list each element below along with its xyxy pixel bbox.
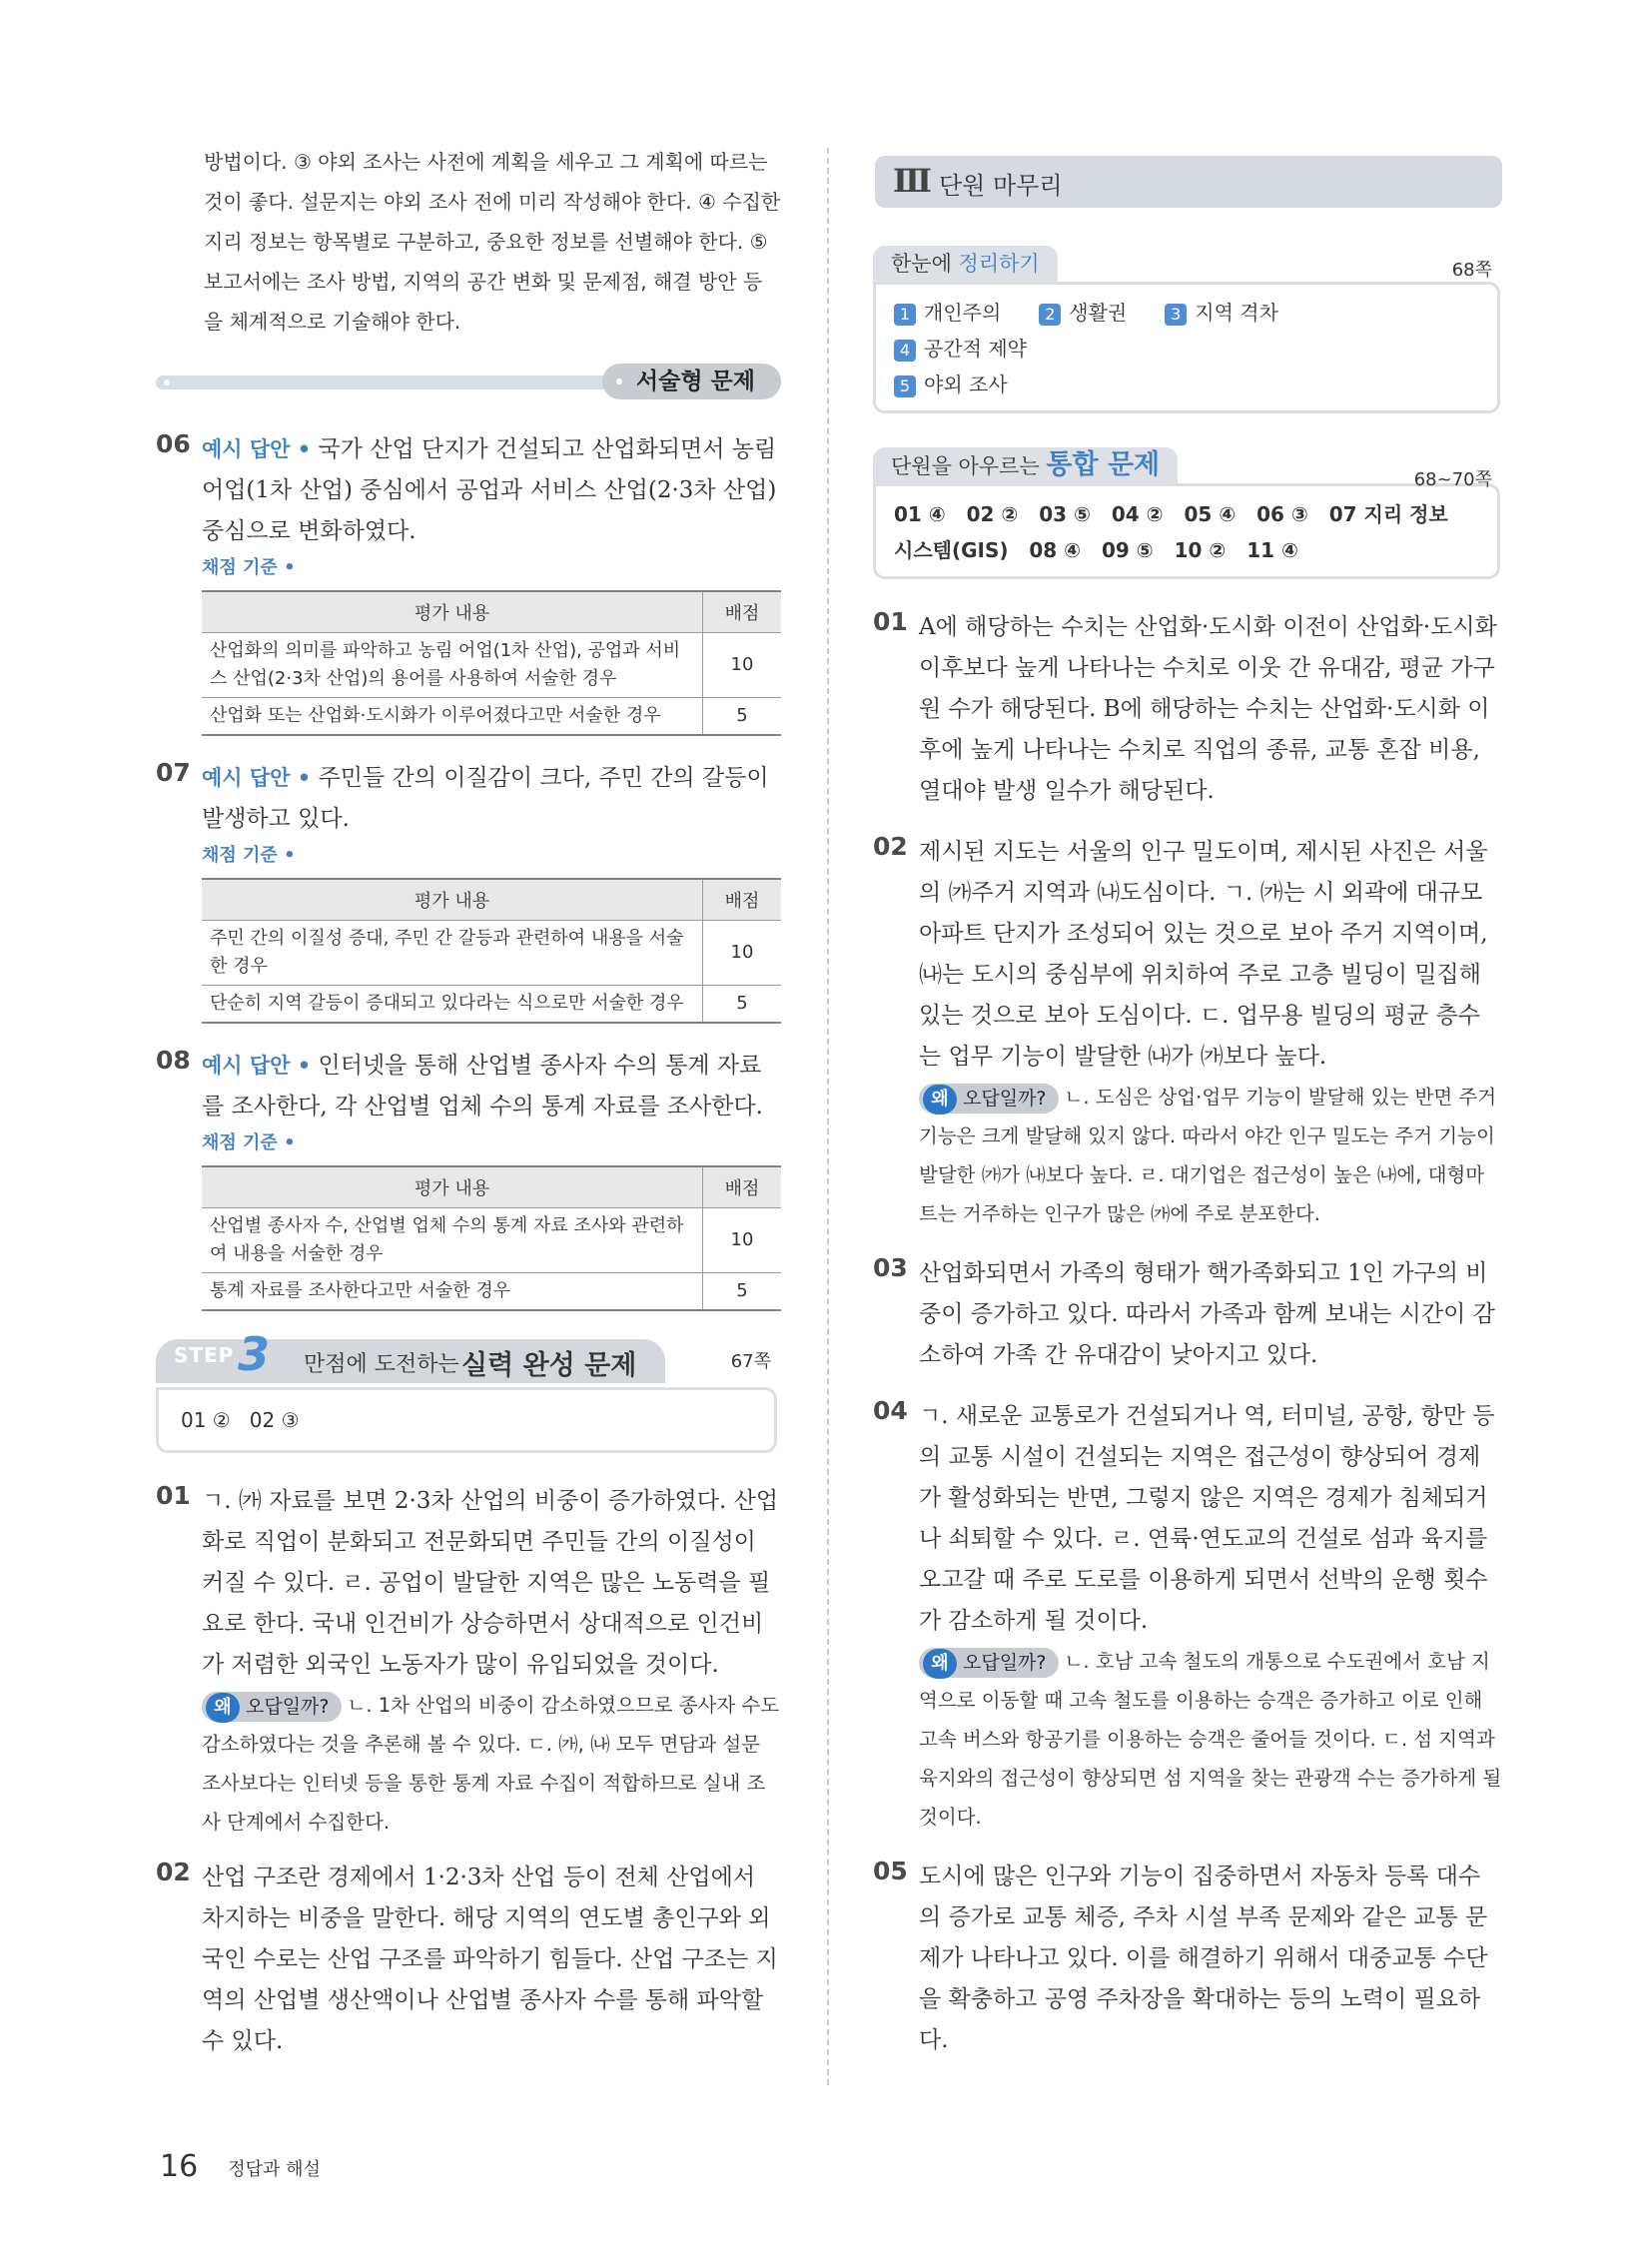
question-07 xyxy=(156,758,781,872)
step-label: STEP xyxy=(174,1343,235,1367)
why-text: ㄴ. 1차 산업의 비중이 감소하였으므로 종사자 수도 감소하였다는 것을 추론해 볼 수 있다. ㄷ. ㈎, ㈏ 모두 면담과 설문 조사보다는 인터넷 등을 통한 통계 자료 수집이 적합하므로 실내 조사 단계에서 수집한다. xyxy=(202,1694,780,1834)
step-page: 67쪽 xyxy=(730,1351,771,1372)
answer-text: 국가 산업 단지가 건설되고 산업화되면서 농림어업(1차 산업) 중심에서 공업과 서비스 산업(2·3차 산업) 중심으로 변화하였다. xyxy=(202,436,777,544)
criteria-label: 채점 기준 • xyxy=(202,557,296,578)
step-answers xyxy=(156,1387,777,1453)
table-row xyxy=(202,1273,781,1311)
explanation-text: 산업 구조란 경제에서 1·2·3차 산업 등이 전체 산업에서 차지하는 비중을 말한다. 해당 지역의 연도별 총인구와 외국인 수로는 산업 구조를 파악하기 힘들다. 산업 구조는 지역의 산업별 생산액이나 산업별 종사자 수를 통해 파악할 수 있다. xyxy=(202,1865,778,2054)
answer-text: 인터넷을 통해 산업별 종사자 수의 통계 자료를 조사한다, 각 산업별 업체 수의 통계 자료를 조사한다. xyxy=(202,1053,763,1120)
explanation-text: ㄱ. 새로운 교통로가 건설되거나 역, 터미널, 공항, 항만 등의 교통 시설이 건설되는 지역은 접근성이 향상되어 경제가 활성화되는 반면, 그렇지 않은 지역은 경제가 침체되거나 쇠퇴할 수 있다. ㄹ. 연륙·연도교의 건설로 섬과 육지를 오고갈 때 주로 도로를 이용하게 되면서 선박의 운행 횟수가 감소하게 될 것이다. xyxy=(919,1403,1495,1634)
summary-tab xyxy=(873,246,1058,282)
integrated-question-01 xyxy=(873,607,1502,812)
summary-item-number: 1 xyxy=(894,304,916,326)
table-cell: 10 xyxy=(703,921,782,986)
integrated-question-02 xyxy=(873,832,1502,1233)
integrated-line-2: 시스템(GIS) 08 ④ 09 ⑤ 10 ② 11 ④ xyxy=(894,538,1298,562)
question-number: 08 xyxy=(156,1046,191,1075)
essay-banner xyxy=(156,364,781,399)
why-label: 오답일까? xyxy=(963,1087,1047,1110)
integrated-tab xyxy=(873,447,1178,483)
unit-header xyxy=(875,156,1502,208)
summary-item-text: 공간적 제약 xyxy=(924,337,1027,361)
integrated-question-04 xyxy=(873,1396,1502,1837)
step-title: 실력 완성 문제 xyxy=(461,1350,637,1381)
why-icon: 왜 xyxy=(923,1085,957,1115)
summary-item xyxy=(894,367,1008,402)
integrated-tab-pre: 단원을 아우르는 xyxy=(891,454,1040,478)
scoring-table-08 xyxy=(202,1165,781,1311)
footer-label: 정답과 해설 xyxy=(228,2158,321,2180)
table-cell: 단순히 지역 갈등이 증대되고 있다라는 식으로만 서술한 경우 xyxy=(202,986,703,1024)
table-header: 평가 내용 xyxy=(202,591,703,633)
explanation-text: A에 해당하는 수치는 산업화·도시화 이전이 산업화·도시화 이후보다 높게 나타나는 수치로 이웃 간 유대감, 평균 가구원 수가 해당된다. B에 해당하는 수치는 산업화·도시화 이후에 높게 나타나는 수치로 직업의 종류, 교통 혼잡 비용, 열대야 발생 일수가 해당된다. xyxy=(919,614,1497,804)
summary-item-text: 생활권 xyxy=(1069,301,1128,325)
table-cell: 5 xyxy=(703,986,782,1024)
question-number: 01 xyxy=(873,607,908,636)
table-cell: 10 xyxy=(703,633,782,698)
criteria-label: 채점 기준 • xyxy=(202,845,296,866)
intro-paragraph: 방법이다. ③ 야외 조사는 사전에 계획을 세우고 그 계획에 따르는 것이 좋다. 설문지는 야외 조사 전에 미리 작성해야 한다. ④ 수집한 지리 정보는 항목별로 구분하고, 중요한 정보를 선별해야 한다. ⑤ 보고서에는 조사 방법, 지역의 공간 변화 및 문제점, 해결 방안 등을 체계적으로 기술해야 한다. xyxy=(204,150,781,334)
wrong-answer-badge xyxy=(919,1648,1059,1678)
summary-item-number: 5 xyxy=(894,375,916,397)
summary-box xyxy=(873,246,1502,413)
summary-items xyxy=(873,282,1500,413)
question-number: 03 xyxy=(873,1253,908,1282)
question-number: 02 xyxy=(156,1858,191,1886)
table-cell: 5 xyxy=(703,1273,782,1311)
step-3-header xyxy=(156,1327,781,1387)
table-row xyxy=(202,1208,781,1273)
summary-item xyxy=(1165,295,1278,331)
explanation-text: 제시된 지도는 서울의 인구 밀도이며, 제시된 사진은 서울의 ㈎주거 지역과 ㈏도심이다. ㄱ. ㈎는 시 외곽에 대규모 아파트 단지가 조성되어 있는 것으로 보아 주거 지역이며, ㈏는 도시의 중심부에 위치하여 주로 고층 빌딩이 밀집해 있는 것으로 보아 도심이다. ㄷ. 업무용 빌딩의 평균 층수는 업무 기능이 발달한 ㈏가 ㈎보다 높다. xyxy=(919,839,1488,1070)
summary-item-text: 지역 격차 xyxy=(1195,301,1278,325)
summary-tab-post: 정리하기 xyxy=(958,252,1040,276)
question-06 xyxy=(156,429,781,584)
integrated-box xyxy=(873,447,1502,579)
why-label: 오답일까? xyxy=(246,1695,330,1718)
integrated-line-1: 01 ④ 02 ② 03 ⑤ 04 ② 05 ④ 06 ③ 07 지리 정보 xyxy=(894,502,1448,526)
step-question-01 xyxy=(156,1481,781,1842)
table-row xyxy=(202,698,781,736)
scoring-table-07 xyxy=(202,878,781,1024)
table-header: 배점 xyxy=(703,591,782,633)
example-answer-tag: 예시 답안 • xyxy=(202,766,312,790)
integrated-question-05 xyxy=(873,1857,1502,2061)
example-answer-tag: 예시 답안 • xyxy=(202,437,312,461)
question-number: 01 xyxy=(156,1481,191,1510)
unit-number: Ⅲ xyxy=(893,162,932,200)
table-header: 배점 xyxy=(703,879,782,921)
wrong-answer-note xyxy=(919,1642,1502,1837)
essay-banner-label: 서술형 문제 xyxy=(635,369,755,394)
wrong-answer-badge xyxy=(919,1084,1059,1114)
question-08 xyxy=(156,1046,781,1159)
table-cell: 주민 간의 이질성 증대, 주민 간 갈등과 관련하여 내용을 서술한 경우 xyxy=(202,921,703,986)
wrong-answer-note xyxy=(919,1078,1502,1233)
table-header: 평가 내용 xyxy=(202,1166,703,1208)
criteria-label: 채점 기준 • xyxy=(202,1132,296,1153)
summary-item xyxy=(894,295,1001,331)
wrong-answer-badge xyxy=(202,1692,342,1722)
table-cell: 산업별 종사자 수, 산업별 업체 수의 통계 자료 조사와 관련하여 내용을 서술한 경우 xyxy=(202,1208,703,1273)
question-number: 04 xyxy=(873,1396,908,1425)
example-answer-tag: 예시 답안 • xyxy=(202,1054,312,1078)
wrong-answer-note xyxy=(202,1686,781,1842)
question-number: 07 xyxy=(156,758,191,787)
table-header: 평가 내용 xyxy=(202,879,703,921)
table-row xyxy=(202,921,781,986)
scoring-table-06 xyxy=(202,590,781,736)
summary-tab-pre: 한눈에 xyxy=(891,252,952,276)
step-number: 3 xyxy=(238,1327,271,1381)
unit-title: 단원 마무리 xyxy=(939,172,1063,200)
integrated-question-03 xyxy=(873,1253,1502,1376)
table-header: 배점 xyxy=(703,1166,782,1208)
why-icon: 왜 xyxy=(206,1693,240,1723)
table-row xyxy=(202,633,781,698)
table-cell: 통계 자료를 조사한다고만 서술한 경우 xyxy=(202,1273,703,1311)
summary-item xyxy=(1039,295,1127,331)
summary-item-text: 개인주의 xyxy=(924,301,1002,325)
table-cell: 산업화 또는 산업화·도시화가 이루어졌다고만 서술한 경우 xyxy=(202,698,703,736)
step-question-02 xyxy=(156,1858,781,2062)
table-cell: 10 xyxy=(703,1208,782,1273)
why-icon: 왜 xyxy=(923,1649,957,1679)
explanation-text: ㄱ. ㈎ 자료를 보면 2·3차 산업의 비중이 증가하였다. 산업화로 직업이 분화되고 전문화되면 주민들 간의 이질성이 커질 수 있다. ㄹ. 공업이 발달한 지역은 많은 노동력을 필요로 한다. 국내 인건비가 상승하면서 상대적으로 인건비가 저렴한 외국인 노동자가 많이 유입되었을 것이다. xyxy=(202,1488,779,1678)
question-number: 02 xyxy=(873,832,908,861)
explanation-text: 산업화되면서 가족의 형태가 핵가족화되고 1인 가구의 비중이 증가하고 있다. 따라서 가족과 함께 보내는 시간이 감소하여 가족 간 유대감이 낮아지고 있다. xyxy=(919,1260,1495,1368)
page-footer xyxy=(160,2149,321,2184)
integrated-answers xyxy=(873,483,1500,579)
why-text: ㄴ. 호남 고속 철도의 개통으로 수도권에서 호남 지역으로 이동할 때 고속 철도를 이용하는 승객은 증가하고 이로 인해 고속 버스와 항공기를 이용하는 승객은 줄어들 것이다. ㄷ. 섬 지역과 육지와의 접근성이 향상되면 섬 지역을 찾는 관광객 수는 증가하게 될 것이다. xyxy=(919,1650,1502,1829)
summary-item-number: 2 xyxy=(1039,304,1061,326)
step-subtitle: 만점에 도전하는 xyxy=(304,1352,459,1377)
summary-item-number: 4 xyxy=(894,340,916,362)
page-number: 16 xyxy=(160,2149,199,2184)
summary-item-number: 3 xyxy=(1165,304,1187,326)
table-cell: 산업화의 의미를 파악하고 농림 어업(1차 산업), 공업과 서비스 산업(2·3차 산업)의 용어를 사용하여 서술한 경우 xyxy=(202,633,703,698)
summary-item xyxy=(894,331,1027,367)
step-answers-text: 01 ② 02 ③ xyxy=(181,1408,300,1432)
answer-text: 주민들 간의 이질감이 크다, 주민 간의 갈등이 발생하고 있다. xyxy=(202,765,769,832)
column-divider xyxy=(827,148,829,2085)
summary-item-text: 야외 조사 xyxy=(924,373,1008,396)
table-cell: 5 xyxy=(703,698,782,736)
question-number: 06 xyxy=(156,429,191,458)
why-label: 오답일까? xyxy=(963,1651,1047,1674)
summary-page: 68쪽 xyxy=(1451,260,1492,281)
question-number: 05 xyxy=(873,1857,908,1885)
why-text: ㄴ. 도심은 상업·업무 기능이 발달해 있는 반면 주거 기능은 크게 발달해 있지 않다. 따라서 야간 인구 밀도는 주거 기능이 발달한 ㈎가 ㈏보다 높다. ㄹ. 대기업은 접근성이 높은 ㈏에, 대형마트는 거주하는 인구가 많은 ㈎에 주로 분포한다. xyxy=(919,1086,1497,1225)
left-column xyxy=(156,148,781,2062)
right-column xyxy=(873,148,1502,2061)
table-row xyxy=(202,986,781,1024)
integrated-page: 68~70쪽 xyxy=(1413,469,1492,490)
explanation-text: 도시에 많은 인구와 기능이 집중하면서 자동차 등록 대수의 증가로 교통 체증, 주차 시설 부족 문제와 같은 교통 문제가 나타나고 있다. 이를 해결하기 위해서 대중교통 수단을 확충하고 공영 주차장을 확대하는 등의 노력이 필요하다. xyxy=(919,1864,1488,2053)
integrated-tab-post: 통합 문제 xyxy=(1046,449,1161,480)
